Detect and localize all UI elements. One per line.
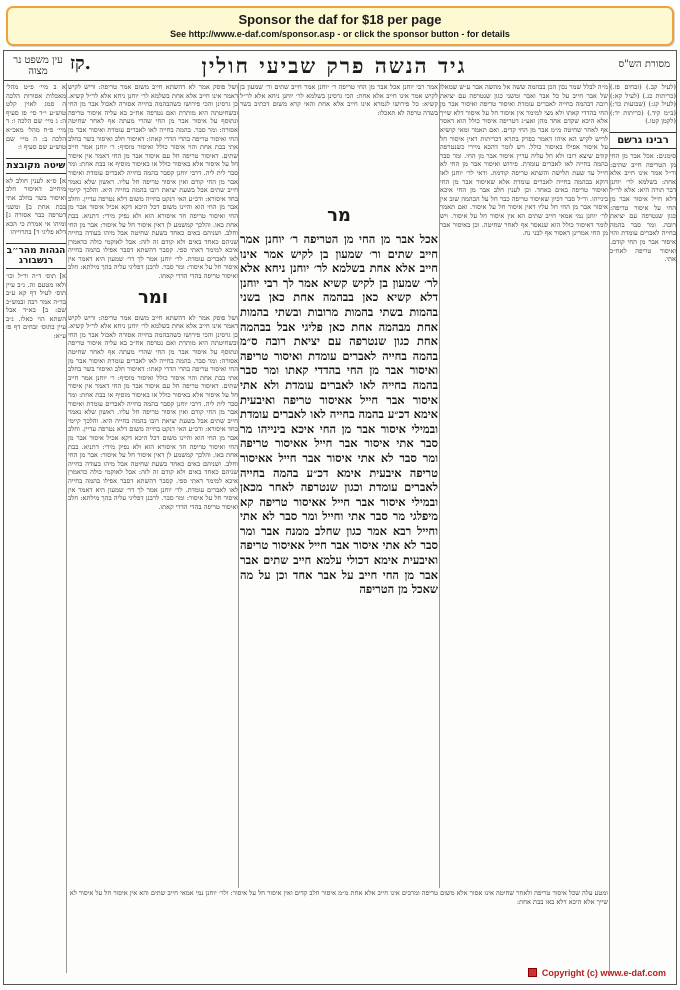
page-header [4, 51, 676, 81]
hagahot-label: הגהות מהר״ב רנשבורג [6, 243, 66, 269]
tosafot-column [440, 83, 608, 948]
gemara-top-band [240, 83, 438, 197]
ein-mishpat-text: א ב מיי׳ פ״ט מהל׳ מאכלות אסורות הלכה ה סמג לאוין קלט טוש״ע י״ד סי׳ פז סעיף ה: ג מיי׳ שם הלכה ו: ד מיי׳ פ״ח מהל׳ מאכ״א הלכה ב: ה מיי׳ שם טוש״ע שם סעיף ו: [6, 83, 66, 152]
outer-right-column [610, 83, 676, 973]
bottom-commentary [68, 889, 608, 959]
rashi-heading: ומר [137, 286, 169, 308]
rashi-text: ושל פוסק אמר לא דהשתא חייב משום אמר טריפה: וריש לקיש דאמר אינו חייב אלא אחת בשלמא לר׳ יוחנן ניחא אלא לר״ל קשיא. כן גרסינן והכי פירושו כשהבהמה בחייה אסורה לאכול אבר מן החי ובשחיטתה היא מותרת ואם נטרפה אח״כ בא עליה איסור טריפה ונתוסף על איסור אבר מן החי שהרי מעתה אף לאחר שחיטה אסורה: ומר סבר. בהמה בחייה לאו לאברים עומדת ואיסור אבר מן החי ואיסור טריפה בהדי הדדי קאתו: דאיסור חלב ואיסור בשר בחלב אתי בבת אחת והוי איסור כולל ואיסור מוסיף: ר׳ יוחנן אמר חייב שתים. דאיסור טריפה חל עם איסור אבר מן החי דאמר אין איסור חל על איסור אלא באיסור כולל או באיסור מוסיף או בבת אחת: ומר סבר לית ליה. דרבי יוחנן קסבר בהמה בחייה לאברים עומדת ואיסור אבר מן החי קודם ואין איסור טריפה חל עליו. ראשון שלא נאמר חייב שתים אבל בשעת יציאת רובו בהמה בחייה היא. והלכך קיימי בחד איסורא: ודכ״ע האי דנקט בחייה משום דלא נטרפה עדיין. וחלב אבר מן החי הוא והיינו משום דכל היכא דקא אכיל איסור אבר מן החי ואיסור טריפה חד איסורא הוא ולא נפיק מידי: דתניא. בבת אחת באו. והלכך קמשמע לן דאין איסור חל על איסור: אבר מן החי וחלב. ושניהם באים כאחד בשעת שחיטה אבל מיהו בעודה בחייה שניהם כאחד באים ולא קודם זה לזה: אבל לאוקמי כולה כדאמרן איכא למימר דאתי ספי. קסבר דהשתא דסבר אפילו בהמה בחייה לאו לאברים עומדת. לר׳ יוחנן אמר לך דר׳ שמעון היא דאמר אין איסור חל על איסור: ומר סבר. לרבנן דפליגי עליה בהך מילתא: חלב ואיסור טריפה בהדי הדדי קאתו. [68, 83, 238, 281]
page-title: גיד הנשה פרק שביעי חולין [201, 53, 467, 78]
shita-mekubetzet-text: א] ס״א לענין חולב לא מיחייב דאיסור חלב ואיסור בשר בחלב אתי בבת אחת ב] ומשני דטרפה כבר אסורה ג] ומיהו אי אמרת כי הכא דלא פליגי ד] בתרוייהו [6, 176, 66, 237]
page-number: קז. [70, 53, 91, 74]
e-daf-logo-icon [528, 968, 537, 977]
bottom-text: ומטע עלה שכל איסור טריפה ולאחר שחיטה אינו אסור אלא משום טריפה ומרבים אינו חייב אלא אחת מ״מ איסור חלב קדים ואין איסור חל על איסור: ולר׳ יוחנן נמי אמאי חייב שתים והא אין איסור חל על איסור לא שייך אלא היכא דלא באו בבת אחת: [69, 889, 608, 906]
masoret-hashas-label: מסורת הש"ס [618, 59, 670, 70]
hagahot-text: א] תוס׳ ד״ה ור״ל וכו׳ ולאו מטעם זה. נ״ב עיין תוס׳ לעיל דף קא ע״ב בד״ה אמר רבה ובמש״כ שם: ב] בא״ד אבל השתא הוי כאלו. נ״ב עיין בתוס׳ זבחים דף פז ע״א: [6, 271, 66, 341]
gemara-heading: מר [327, 205, 351, 226]
gemara-column [240, 199, 438, 659]
shita-mekubetzet-label: שיטה מקובצת [6, 158, 66, 174]
rabbeinu-gershom-label: רבינו גרשם [610, 132, 676, 149]
copyright-notice[interactable] [528, 968, 666, 978]
sponsor-banner[interactable] [6, 6, 674, 46]
sponsor-title[interactable]: Sponsor the daf for $18 per page [238, 12, 442, 27]
rabbeinu-gershom-text: סימנים: אכל אבר מן החי מן הטריפה חייב שתים: ור״ל אמר אינו חייב אלא אחת: בשלמא לר׳ יוחנן דבר תורה היא: אלא לר״ל דלא חייל איסור אבר מן החי על איסור טריפה: כגון שנטרפה עם יציאת רובה. ומר סבר בהמה בחייה לאברים עומדת והוי איסור אבר מן החי קודם. ואיסור טריפה לאח״כ אתי. [610, 151, 676, 264]
talmud-page [3, 50, 677, 985]
copyright-text[interactable]: Copyright (c) www.e-daf.com [541, 968, 666, 978]
sponsor-subtitle[interactable]: See http://www.e-daf.com/sponsor.asp - or click the sponsor button - for details [170, 29, 510, 39]
rashi-text-continued: ושל פוסק אמר לא דהשתא חייב משום אמר טריפה: וריש לקיש דאמר אינו חייב אלא אחת בשלמא לר׳ יוחנן ניחא אלא לר״ל קשיא. כן גרסינן והכי פירושו כשהבהמה בחייה אסורה לאכול אבר מן החי ובשחיטתה היא מותרת ואם נטרפה אח״כ בא עליה איסור טריפה ונתוסף על איסור אבר מן החי שהרי מעתה אף לאחר שחיטה אסורה: ומר סבר. בהמה בחייה לאו לאברים עומדת ואיסור אבר מן החי ואיסור טריפה בהדי הדדי קאתו: דאיסור חלב ואיסור בשר בחלב אתי בבת אחת והוי איסור כולל ואיסור מוסיף: ר׳ יוחנן אמר חייב שתים. דאיסור טריפה חל עם איסור אבר מן החי דאמר אין איסור חל על איסור אלא באיסור כולל או באיסור מוסיף או בבת אחת: ומר סבר לית ליה. דרבי יוחנן קסבר בהמה בחייה לאברים עומדת ואיסור אבר מן החי קודם ואין איסור טריפה חל עליו. ראשון שלא נאמר חייב שתים אבל בשעת יציאת רובו בהמה בחייה היא. והלכך קיימי בחד איסורא: ודכ״ע האי דנקט בחייה משום דלא נטרפה עדיין. וחלב אבר מן החי הוא והיינו משום דכל היכא דקא אכיל איסור אבר מן החי ואיסור טריפה חד איסורא הוא ולא נפיק מידי: דתניא. בבת אחת באו. והלכך קמשמע לן דאין איסור חל על איסור: אבר מן החי וחלב. ושניהם באים כאחד בשעת שחיטה אבל מיהו בעודה בחייה שניהם כאחד באים ולא קודם זה לזה: אבל לאוקמי כולה כדאמרן איכא למימר דאתי ספי. קסבר דהשתא דסבר אפילו בהמה בחייה לאו לאברים עומדת. לר׳ יוחנן אמר לך דר׳ שמעון היא דאמר אין איסור חל על איסור: ומר סבר. לרבנן דפליגי עליה בהך מילתא: חלב ואיסור טריפה בהדי הדדי קאתו. [68, 313, 238, 511]
ein-mishpat-label: עין משפט נר מצוה [13, 55, 63, 77]
masoret-text: (לעיל קב.) (זבחים פז.) (כריתות כג.) (לעיל קא:) (לעיל קג:) (שבועות כד:) (ב״מ קיד.) (כריתות יד:) (לקמן קטו.) [610, 83, 676, 126]
tosafot-text: מ״ה לבלל שמר נכון הכן בבהמה ששה אל מהשה אבר ע״ש שמאלו של אבר חייב על כל אבר ואבר ומשני כגון שנטרפה עם יציאת רובה דבהמה בחייה לאברים עומדת ואיסור טריפה ואיסור אבר מן החי בהדדי קאתו ולא מצי למימר אין איסור חל על איסור דלא שייך אלא היכא שקדם אחד מהן ואע״ג דטריפה איסור כולל הוא דאסר אף לאחר שחיטה מ״מ אבר מן החי קדים. ואם תאמר ומאי קושיא לריש לקיש הא איהו דאמר בפרק בתרא דכריתות דאין איסור חל על איסור אפילו באיסור כולל. ויש לומר דהכא מיירי כשנטרפה קודם שיצא רובו ולא חל עליה עדיין איסור אבר מן החי. ומר סבר בהמה בחייה לאו לאברים עומדת. פירוש ואיסור אבר מן החי לא חייל עד שעת תלישה והשתא טריפה קודמת. ודאי לר׳ יוחנן לאו דוקא בבהמה בחייה לאברים עומדת אלא שאיסור אבר מן החי ואיסור טריפה באים כאחד. וכן לענין חלב אבר מן החי איכא בינייהו. ור״ל סבר דכיון שאיסור טריפה כבר חל על הבהמה שוב אין איסור אבר מן החי חל עליו דאין איסור חל על איסור. ואם תאמר לר׳ יוחנן נמי אמאי חייב שתים הא אין איסור חל על איסור. ויש לומר דאיסור כולל הוא שנאסר אף לאחר שחיטה. וכן באיסור אבר מן החי אמרינן דאסור אף לבני נח. [440, 83, 608, 238]
gemara-text: אכל אבר מן החי מן הטריפה ר׳ יוחנן אמר חייב שתים ור׳ שמעון בן לקיש אמר אינו חייב אלא אחת בשלמא לר׳ יוחנן ניחא אלא לר׳ שמעון בן לקיש קשיא אמר לך רבי יוחנן דלא קשיא כאן בבהמה אחת כאן בשני בהמות בשתי בהמות מרובות ובשתי בהמות אחת מבהמה אחת כאן פליגי אבל בבהמה אחת כגון שנטרפה עם יציאת רובה ס״מ בהמה בחייה לאברים עומדת ואיסור טריפה ואיסור אבר מן החי בהדדי קאתו ומר סבר בהמה בחייה לאו לאברים עומדת ולא אתי איסור אבר חייל אאיסור טריפה ואיבעית אימא דכ״ע בהמה בחייה לאו לאברים עומדת ובמילי איסור אבר מן החי איכא בינייהו מר סבר אתי איסור אבר חייל אאיסור טריפה ומר סבר לא אתי איסור אבר חייל אאיסור טריפה איבעית אימא דכ״ע בהמה בחייה לאברים עומדת וכגון שנטרפה לאחר מכאן ובמילי איסור אבר חייל אאיסור טריפה קא מיפלגי מר סבר אתי וחייל ומר סבר לא אתי וחייל רבא אמר כגון שחלב ממנה אבר ומר סבר לא אתי איסור אבר חייל אאיסור טריפה ואיבעית אימא דכולי עלמא חייב שתים אבר אבר מן החי חייב על אבר אחד וכן על מה שאכל מן הטריפה [240, 232, 438, 597]
outer-left-column [6, 83, 66, 973]
gemara-top-text: אמר רבי יוחנן אכל אבר מן החי טריפה ר׳ יוחנן אמר חייב שתים ור׳ שמעון בן לקיש אמר אינו חייב אלא אחת: הכי גרסינן בשלמא לר׳ יוחנן ניחא אלא לר״ל קשיא: כל פירושו לגמרא אינו חייב אלא אחת והאי קרא משום דכתיב בשר בשדה טרפה לא תאכלו: [240, 83, 438, 117]
rashi-column [68, 83, 238, 948]
